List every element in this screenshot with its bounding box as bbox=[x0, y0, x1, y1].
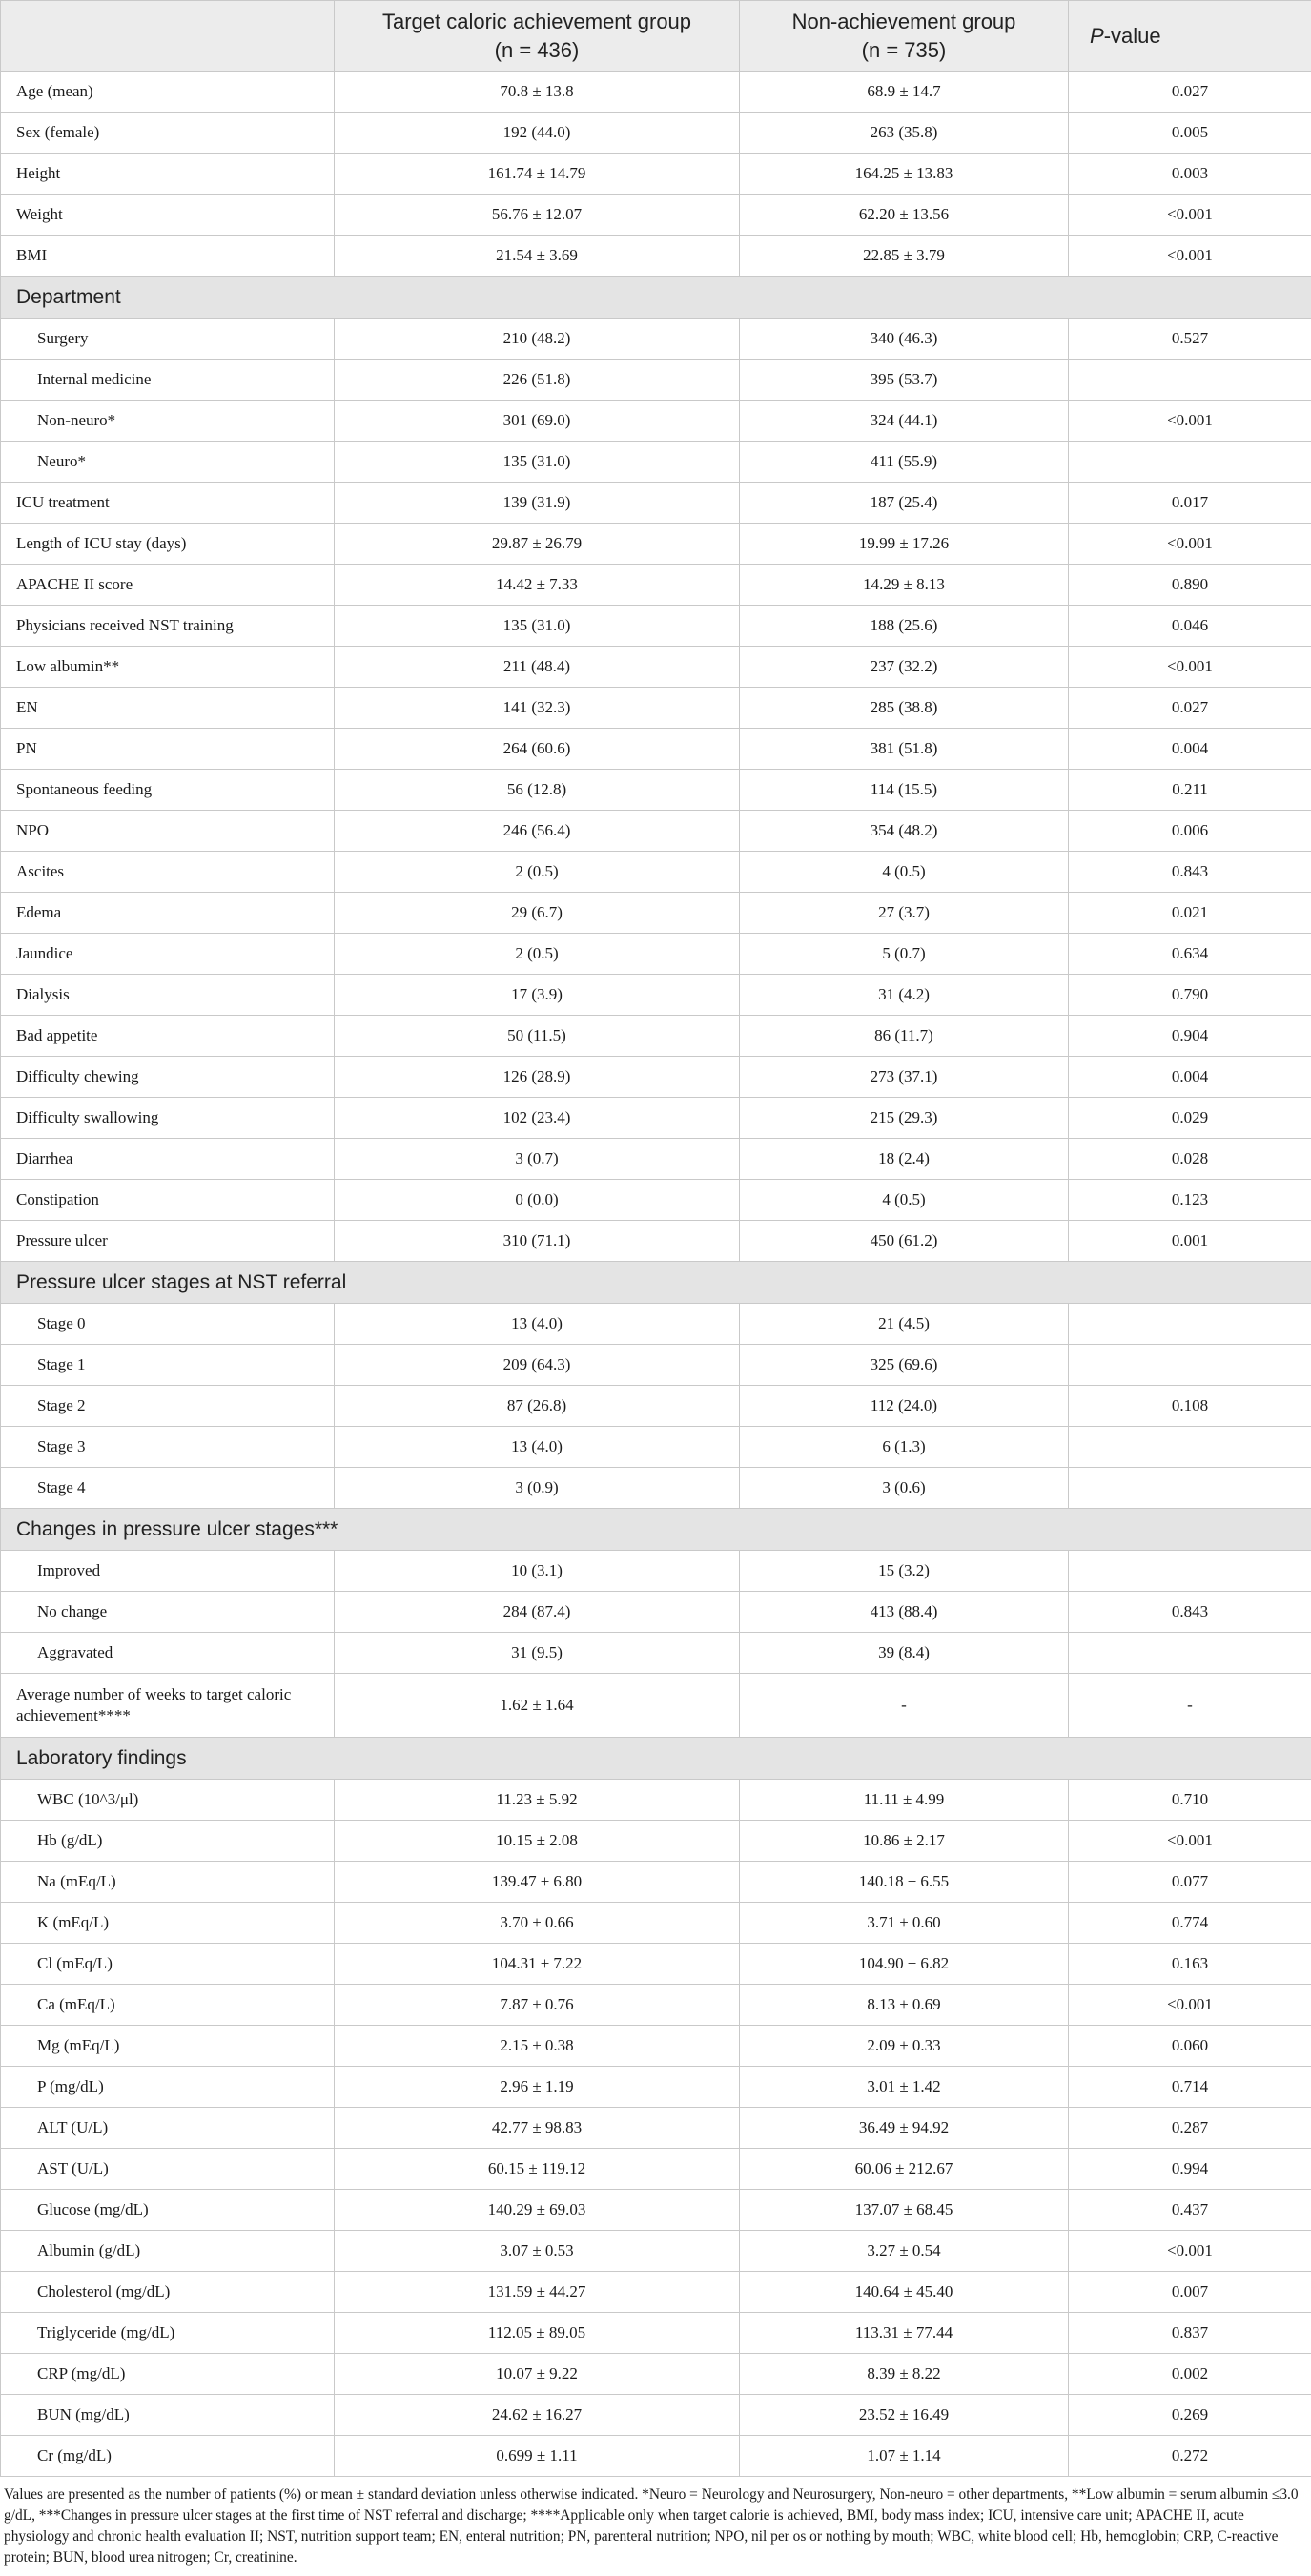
section-header-row bbox=[1, 277, 1311, 319]
row-label-cell: Stage 4 bbox=[1, 1468, 335, 1509]
table-row bbox=[1, 1016, 1311, 1057]
target-group-value-cell: 70.8 ± 13.8 bbox=[335, 72, 740, 113]
non-achievement-value-cell: 381 (51.8) bbox=[740, 729, 1069, 770]
target-group-value-cell: 24.62 ± 16.27 bbox=[335, 2395, 740, 2436]
target-group-value-cell: 3 (0.9) bbox=[335, 1468, 740, 1509]
row-label-cell: Constipation bbox=[1, 1180, 335, 1221]
target-group-value-cell: 29 (6.7) bbox=[335, 893, 740, 934]
table-row bbox=[1, 852, 1311, 893]
table-row bbox=[1, 2354, 1311, 2395]
p-value-cell: 0.029 bbox=[1069, 1098, 1311, 1139]
target-group-value-cell: 21.54 ± 3.69 bbox=[335, 236, 740, 277]
row-label-cell: Cl (mEq/L) bbox=[1, 1944, 335, 1985]
header-p-suffix: -value bbox=[1103, 23, 1161, 48]
table-body bbox=[1, 72, 1311, 2477]
row-label-cell: Difficulty chewing bbox=[1, 1057, 335, 1098]
table-row bbox=[1, 2231, 1311, 2272]
target-group-value-cell: 264 (60.6) bbox=[335, 729, 740, 770]
p-value-cell: 0.843 bbox=[1069, 1592, 1311, 1633]
p-value-cell bbox=[1069, 360, 1311, 401]
p-value-cell: 0.710 bbox=[1069, 1780, 1311, 1821]
header-p-letter: P bbox=[1090, 23, 1104, 48]
table-row bbox=[1, 1139, 1311, 1180]
section-header-row bbox=[1, 1509, 1311, 1551]
target-group-value-cell: 1.62 ± 1.64 bbox=[335, 1674, 740, 1738]
p-value-cell: 0.108 bbox=[1069, 1386, 1311, 1427]
non-achievement-value-cell: 3 (0.6) bbox=[740, 1468, 1069, 1509]
row-label-cell: PN bbox=[1, 729, 335, 770]
table-row bbox=[1, 1427, 1311, 1468]
non-achievement-value-cell: - bbox=[740, 1674, 1069, 1738]
row-label-cell: Pressure ulcer bbox=[1, 1221, 335, 1262]
header-non-n: (n = 735) bbox=[861, 37, 947, 62]
non-achievement-value-cell: 1.07 ± 1.14 bbox=[740, 2436, 1069, 2477]
row-label-cell: Low albumin** bbox=[1, 647, 335, 688]
table-row bbox=[1, 1944, 1311, 1985]
table-row bbox=[1, 729, 1311, 770]
p-value-cell: <0.001 bbox=[1069, 236, 1311, 277]
header-target-group bbox=[335, 1, 740, 72]
target-group-value-cell: 2 (0.5) bbox=[335, 852, 740, 893]
table-row bbox=[1, 360, 1311, 401]
target-group-value-cell: 2.15 ± 0.38 bbox=[335, 2026, 740, 2067]
row-label-cell: Stage 1 bbox=[1, 1345, 335, 1386]
p-value-cell: 0.527 bbox=[1069, 319, 1311, 360]
non-achievement-value-cell: 62.20 ± 13.56 bbox=[740, 195, 1069, 236]
section-header-row bbox=[1, 1738, 1311, 1780]
non-achievement-value-cell: 187 (25.4) bbox=[740, 483, 1069, 524]
p-value-cell: 0.027 bbox=[1069, 72, 1311, 113]
non-achievement-value-cell: 140.64 ± 45.40 bbox=[740, 2272, 1069, 2313]
row-label-cell: Cr (mg/dL) bbox=[1, 2436, 335, 2477]
p-value-cell: 0.005 bbox=[1069, 113, 1311, 154]
table-row bbox=[1, 2272, 1311, 2313]
target-group-value-cell: 14.42 ± 7.33 bbox=[335, 565, 740, 606]
header-empty-cell bbox=[1, 1, 335, 72]
non-achievement-value-cell: 395 (53.7) bbox=[740, 360, 1069, 401]
target-group-value-cell: 210 (48.2) bbox=[335, 319, 740, 360]
non-achievement-value-cell: 325 (69.6) bbox=[740, 1345, 1069, 1386]
p-value-cell: <0.001 bbox=[1069, 401, 1311, 442]
p-value-cell: <0.001 bbox=[1069, 195, 1311, 236]
table-row bbox=[1, 606, 1311, 647]
row-label-cell: Physicians received NST training bbox=[1, 606, 335, 647]
non-achievement-value-cell: 263 (35.8) bbox=[740, 113, 1069, 154]
target-group-value-cell: 104.31 ± 7.22 bbox=[335, 1944, 740, 1985]
non-achievement-value-cell: 3.27 ± 0.54 bbox=[740, 2231, 1069, 2272]
table-row bbox=[1, 1304, 1311, 1345]
row-label-cell: Triglyceride (mg/dL) bbox=[1, 2313, 335, 2354]
p-value-cell bbox=[1069, 442, 1311, 483]
p-value-cell: <0.001 bbox=[1069, 2231, 1311, 2272]
row-label-cell: Neuro* bbox=[1, 442, 335, 483]
p-value-cell: 0.077 bbox=[1069, 1862, 1311, 1903]
header-p-value bbox=[1069, 1, 1311, 72]
non-achievement-value-cell: 2.09 ± 0.33 bbox=[740, 2026, 1069, 2067]
p-value-cell: 0.002 bbox=[1069, 2354, 1311, 2395]
row-label-cell: No change bbox=[1, 1592, 335, 1633]
row-label-cell: BUN (mg/dL) bbox=[1, 2395, 335, 2436]
row-label-cell: WBC (10^3/μl) bbox=[1, 1780, 335, 1821]
target-group-value-cell: 211 (48.4) bbox=[335, 647, 740, 688]
p-value-cell: <0.001 bbox=[1069, 1985, 1311, 2026]
table-row bbox=[1, 688, 1311, 729]
header-row bbox=[1, 1, 1311, 72]
table-row bbox=[1, 195, 1311, 236]
table-row bbox=[1, 1098, 1311, 1139]
non-achievement-value-cell: 5 (0.7) bbox=[740, 934, 1069, 975]
target-group-value-cell: 17 (3.9) bbox=[335, 975, 740, 1016]
p-value-cell bbox=[1069, 1345, 1311, 1386]
table-row bbox=[1, 1780, 1311, 1821]
target-group-value-cell: 0.699 ± 1.11 bbox=[335, 2436, 740, 2477]
row-label-cell: Improved bbox=[1, 1551, 335, 1592]
p-value-cell: 0.004 bbox=[1069, 1057, 1311, 1098]
target-group-value-cell: 310 (71.1) bbox=[335, 1221, 740, 1262]
non-achievement-value-cell: 324 (44.1) bbox=[740, 401, 1069, 442]
row-label-cell: Hb (g/dL) bbox=[1, 1821, 335, 1862]
target-group-value-cell: 56.76 ± 12.07 bbox=[335, 195, 740, 236]
section-title: Pressure ulcer stages at NST referral bbox=[1, 1262, 1311, 1304]
target-group-value-cell: 13 (4.0) bbox=[335, 1304, 740, 1345]
target-group-value-cell: 246 (56.4) bbox=[335, 811, 740, 852]
table-row bbox=[1, 2149, 1311, 2190]
target-group-value-cell: 56 (12.8) bbox=[335, 770, 740, 811]
p-value-cell: 0.060 bbox=[1069, 2026, 1311, 2067]
table-row bbox=[1, 154, 1311, 195]
row-label-cell: Ca (mEq/L) bbox=[1, 1985, 335, 2026]
non-achievement-value-cell: 104.90 ± 6.82 bbox=[740, 1944, 1069, 1985]
p-value-cell: - bbox=[1069, 1674, 1311, 1738]
header-non-title: Non-achievement group bbox=[791, 9, 1016, 33]
row-label-cell: Albumin (g/dL) bbox=[1, 2231, 335, 2272]
table-row bbox=[1, 2395, 1311, 2436]
target-group-value-cell: 11.23 ± 5.92 bbox=[335, 1780, 740, 1821]
non-achievement-value-cell: 23.52 ± 16.49 bbox=[740, 2395, 1069, 2436]
table-row bbox=[1, 1903, 1311, 1944]
target-group-value-cell: 112.05 ± 89.05 bbox=[335, 2313, 740, 2354]
row-label-cell: Weight bbox=[1, 195, 335, 236]
table-row bbox=[1, 236, 1311, 277]
header-non-achievement-group bbox=[740, 1, 1069, 72]
table-row bbox=[1, 1345, 1311, 1386]
non-achievement-value-cell: 3.01 ± 1.42 bbox=[740, 2067, 1069, 2108]
table-footnote: Values are presented as the number of patients (%) or mean ± standard deviation unless otherwise indicated. *Neuro = Neurology and Neurosurgery, Non-neuro = other departments, **Low albumin = serum albumin ≤3.0 g/dL, ***Changes in pressure ulcer stages at the first time of NST referral and discharge; ****Applicable only when target calorie is achieved, BMI, body mass index; ICU, intensive care unit; APACHE II, acute physiology and chronic health evaluation II; NST, nutrition support team; EN, enteral nutrition; PN, parenteral nutrition; NPO, nil per os or nothing by mouth; WBC, white blood cell; Hb, hemoglobin; CRP, C-reactive protein; BUN, blood urea nitrogen; Cr, creatinine. bbox=[4, 2486, 1299, 2566]
p-value-cell: 0.904 bbox=[1069, 1016, 1311, 1057]
table-row bbox=[1, 1633, 1311, 1674]
p-value-cell bbox=[1069, 1427, 1311, 1468]
section-title: Changes in pressure ulcer stages*** bbox=[1, 1509, 1311, 1551]
non-achievement-value-cell: 22.85 ± 3.79 bbox=[740, 236, 1069, 277]
non-achievement-value-cell: 86 (11.7) bbox=[740, 1016, 1069, 1057]
table-row bbox=[1, 113, 1311, 154]
non-achievement-value-cell: 237 (32.2) bbox=[740, 647, 1069, 688]
p-value-cell: 0.027 bbox=[1069, 688, 1311, 729]
table-row bbox=[1, 770, 1311, 811]
p-value-cell: 0.890 bbox=[1069, 565, 1311, 606]
row-label-cell: NPO bbox=[1, 811, 335, 852]
table-row bbox=[1, 1468, 1311, 1509]
row-label-cell: Jaundice bbox=[1, 934, 335, 975]
table-row bbox=[1, 1592, 1311, 1633]
non-achievement-value-cell: 21 (4.5) bbox=[740, 1304, 1069, 1345]
target-group-value-cell: 13 (4.0) bbox=[335, 1427, 740, 1468]
non-achievement-value-cell: 4 (0.5) bbox=[740, 1180, 1069, 1221]
table-row bbox=[1, 524, 1311, 565]
row-label-cell: Internal medicine bbox=[1, 360, 335, 401]
target-group-value-cell: 284 (87.4) bbox=[335, 1592, 740, 1633]
row-label-cell: Sex (female) bbox=[1, 113, 335, 154]
row-label-cell: K (mEq/L) bbox=[1, 1903, 335, 1944]
target-group-value-cell: 87 (26.8) bbox=[335, 1386, 740, 1427]
p-value-cell: 0.001 bbox=[1069, 1221, 1311, 1262]
target-group-value-cell: 140.29 ± 69.03 bbox=[335, 2190, 740, 2231]
row-label-cell: Aggravated bbox=[1, 1633, 335, 1674]
row-label-cell: BMI bbox=[1, 236, 335, 277]
non-achievement-value-cell: 3.71 ± 0.60 bbox=[740, 1903, 1069, 1944]
p-value-cell: 0.007 bbox=[1069, 2272, 1311, 2313]
p-value-cell bbox=[1069, 1633, 1311, 1674]
row-label-cell: Glucose (mg/dL) bbox=[1, 2190, 335, 2231]
non-achievement-value-cell: 14.29 ± 8.13 bbox=[740, 565, 1069, 606]
non-achievement-value-cell: 411 (55.9) bbox=[740, 442, 1069, 483]
target-group-value-cell: 135 (31.0) bbox=[335, 442, 740, 483]
p-value-cell bbox=[1069, 1468, 1311, 1509]
p-value-cell: 0.123 bbox=[1069, 1180, 1311, 1221]
row-label-cell: Bad appetite bbox=[1, 1016, 335, 1057]
p-value-cell: 0.843 bbox=[1069, 852, 1311, 893]
row-label-cell: AST (U/L) bbox=[1, 2149, 335, 2190]
row-label-cell: Dialysis bbox=[1, 975, 335, 1016]
p-value-cell: 0.634 bbox=[1069, 934, 1311, 975]
p-value-cell bbox=[1069, 1304, 1311, 1345]
row-label-cell: Diarrhea bbox=[1, 1139, 335, 1180]
target-group-value-cell: 60.15 ± 119.12 bbox=[335, 2149, 740, 2190]
table-row bbox=[1, 565, 1311, 606]
table-row bbox=[1, 2108, 1311, 2149]
target-group-value-cell: 139.47 ± 6.80 bbox=[335, 1862, 740, 1903]
non-achievement-value-cell: 340 (46.3) bbox=[740, 319, 1069, 360]
row-label-cell: CRP (mg/dL) bbox=[1, 2354, 335, 2395]
non-achievement-value-cell: 354 (48.2) bbox=[740, 811, 1069, 852]
non-achievement-value-cell: 39 (8.4) bbox=[740, 1633, 1069, 1674]
table-row bbox=[1, 1180, 1311, 1221]
target-group-value-cell: 29.87 ± 26.79 bbox=[335, 524, 740, 565]
p-value-cell: 0.046 bbox=[1069, 606, 1311, 647]
non-achievement-value-cell: 15 (3.2) bbox=[740, 1551, 1069, 1592]
target-group-value-cell: 301 (69.0) bbox=[335, 401, 740, 442]
table-row bbox=[1, 975, 1311, 1016]
table-row bbox=[1, 2067, 1311, 2108]
target-group-value-cell: 131.59 ± 44.27 bbox=[335, 2272, 740, 2313]
target-group-value-cell: 192 (44.0) bbox=[335, 113, 740, 154]
row-label-cell: Height bbox=[1, 154, 335, 195]
row-label-cell: Spontaneous feeding bbox=[1, 770, 335, 811]
target-group-value-cell: 226 (51.8) bbox=[335, 360, 740, 401]
row-label-cell: Cholesterol (mg/dL) bbox=[1, 2272, 335, 2313]
header-target-title: Target caloric achievement group bbox=[381, 9, 692, 33]
section-title: Laboratory findings bbox=[1, 1738, 1311, 1780]
p-value-cell: 0.017 bbox=[1069, 483, 1311, 524]
row-label-cell: EN bbox=[1, 688, 335, 729]
non-achievement-value-cell: 450 (61.2) bbox=[740, 1221, 1069, 1262]
non-achievement-value-cell: 68.9 ± 14.7 bbox=[740, 72, 1069, 113]
table-row bbox=[1, 811, 1311, 852]
table-header bbox=[1, 1, 1311, 72]
p-value-cell: 0.028 bbox=[1069, 1139, 1311, 1180]
row-label-cell: Stage 2 bbox=[1, 1386, 335, 1427]
row-label-cell: ICU treatment bbox=[1, 483, 335, 524]
non-achievement-value-cell: 140.18 ± 6.55 bbox=[740, 1862, 1069, 1903]
section-title: Department bbox=[1, 277, 1311, 319]
non-achievement-value-cell: 215 (29.3) bbox=[740, 1098, 1069, 1139]
p-value-cell: 0.437 bbox=[1069, 2190, 1311, 2231]
target-group-value-cell: 0 (0.0) bbox=[335, 1180, 740, 1221]
p-value-cell: <0.001 bbox=[1069, 524, 1311, 565]
non-achievement-value-cell: 31 (4.2) bbox=[740, 975, 1069, 1016]
p-value-cell: <0.001 bbox=[1069, 1821, 1311, 1862]
non-achievement-value-cell: 114 (15.5) bbox=[740, 770, 1069, 811]
table-row bbox=[1, 1221, 1311, 1262]
p-value-cell: 0.790 bbox=[1069, 975, 1311, 1016]
row-label-cell: Edema bbox=[1, 893, 335, 934]
p-value-cell: 0.163 bbox=[1069, 1944, 1311, 1985]
table-row bbox=[1, 1821, 1311, 1862]
target-group-value-cell: 10.07 ± 9.22 bbox=[335, 2354, 740, 2395]
target-group-value-cell: 10 (3.1) bbox=[335, 1551, 740, 1592]
non-achievement-value-cell: 4 (0.5) bbox=[740, 852, 1069, 893]
p-value-cell: 0.994 bbox=[1069, 2149, 1311, 2190]
target-group-value-cell: 209 (64.3) bbox=[335, 1345, 740, 1386]
row-label-cell: ALT (U/L) bbox=[1, 2108, 335, 2149]
non-achievement-value-cell: 188 (25.6) bbox=[740, 606, 1069, 647]
non-achievement-value-cell: 113.31 ± 77.44 bbox=[740, 2313, 1069, 2354]
non-achievement-value-cell: 164.25 ± 13.83 bbox=[740, 154, 1069, 195]
p-value-cell: 0.003 bbox=[1069, 154, 1311, 195]
table-row bbox=[1, 1551, 1311, 1592]
row-label-cell: Length of ICU stay (days) bbox=[1, 524, 335, 565]
non-achievement-value-cell: 285 (38.8) bbox=[740, 688, 1069, 729]
table-row bbox=[1, 483, 1311, 524]
row-label-cell: P (mg/dL) bbox=[1, 2067, 335, 2108]
p-value-cell: <0.001 bbox=[1069, 647, 1311, 688]
target-group-value-cell: 50 (11.5) bbox=[335, 1016, 740, 1057]
target-group-value-cell: 10.15 ± 2.08 bbox=[335, 1821, 740, 1862]
non-achievement-value-cell: 413 (88.4) bbox=[740, 1592, 1069, 1633]
p-value-cell: 0.714 bbox=[1069, 2067, 1311, 2108]
target-group-value-cell: 2.96 ± 1.19 bbox=[335, 2067, 740, 2108]
target-group-value-cell: 135 (31.0) bbox=[335, 606, 740, 647]
table-row bbox=[1, 1057, 1311, 1098]
row-label-cell: Surgery bbox=[1, 319, 335, 360]
table-row bbox=[1, 934, 1311, 975]
section-header-row bbox=[1, 1262, 1311, 1304]
row-label-cell: Average number of weeks to target caloric achievement**** bbox=[1, 1674, 335, 1738]
p-value-cell: 0.021 bbox=[1069, 893, 1311, 934]
target-group-value-cell: 2 (0.5) bbox=[335, 934, 740, 975]
row-label-cell: Ascites bbox=[1, 852, 335, 893]
row-label-cell: Mg (mEq/L) bbox=[1, 2026, 335, 2067]
p-value-cell: 0.211 bbox=[1069, 770, 1311, 811]
table-row bbox=[1, 2313, 1311, 2354]
row-label-cell: Non-neuro* bbox=[1, 401, 335, 442]
target-group-value-cell: 3.07 ± 0.53 bbox=[335, 2231, 740, 2272]
target-group-value-cell: 7.87 ± 0.76 bbox=[335, 1985, 740, 2026]
p-value-cell: 0.287 bbox=[1069, 2108, 1311, 2149]
table-row bbox=[1, 319, 1311, 360]
target-group-value-cell: 139 (31.9) bbox=[335, 483, 740, 524]
row-label-cell: Stage 3 bbox=[1, 1427, 335, 1468]
non-achievement-value-cell: 36.49 ± 94.92 bbox=[740, 2108, 1069, 2149]
table-row bbox=[1, 72, 1311, 113]
row-label-cell: Stage 0 bbox=[1, 1304, 335, 1345]
table-row bbox=[1, 1674, 1311, 1738]
p-value-cell: 0.272 bbox=[1069, 2436, 1311, 2477]
row-label-cell: APACHE II score bbox=[1, 565, 335, 606]
non-achievement-value-cell: 10.86 ± 2.17 bbox=[740, 1821, 1069, 1862]
table-row bbox=[1, 401, 1311, 442]
non-achievement-value-cell: 60.06 ± 212.67 bbox=[740, 2149, 1069, 2190]
table-row bbox=[1, 893, 1311, 934]
non-achievement-value-cell: 112 (24.0) bbox=[740, 1386, 1069, 1427]
row-label-cell: Age (mean) bbox=[1, 72, 335, 113]
p-value-cell: 0.837 bbox=[1069, 2313, 1311, 2354]
table-row bbox=[1, 1985, 1311, 2026]
table-row bbox=[1, 1386, 1311, 1427]
p-value-cell: 0.006 bbox=[1069, 811, 1311, 852]
target-group-value-cell: 161.74 ± 14.79 bbox=[335, 154, 740, 195]
row-label-cell: Difficulty swallowing bbox=[1, 1098, 335, 1139]
non-achievement-value-cell: 19.99 ± 17.26 bbox=[740, 524, 1069, 565]
p-value-cell: 0.269 bbox=[1069, 2395, 1311, 2436]
table-row bbox=[1, 647, 1311, 688]
non-achievement-value-cell: 11.11 ± 4.99 bbox=[740, 1780, 1069, 1821]
table-row bbox=[1, 1862, 1311, 1903]
non-achievement-value-cell: 18 (2.4) bbox=[740, 1139, 1069, 1180]
table-row bbox=[1, 2026, 1311, 2067]
non-achievement-value-cell: 273 (37.1) bbox=[740, 1057, 1069, 1098]
non-achievement-value-cell: 137.07 ± 68.45 bbox=[740, 2190, 1069, 2231]
target-group-value-cell: 141 (32.3) bbox=[335, 688, 740, 729]
target-group-value-cell: 126 (28.9) bbox=[335, 1057, 740, 1098]
non-achievement-value-cell: 27 (3.7) bbox=[740, 893, 1069, 934]
target-group-value-cell: 31 (9.5) bbox=[335, 1633, 740, 1674]
table-row bbox=[1, 2190, 1311, 2231]
non-achievement-value-cell: 8.39 ± 8.22 bbox=[740, 2354, 1069, 2395]
target-group-value-cell: 3 (0.7) bbox=[335, 1139, 740, 1180]
table-row bbox=[1, 442, 1311, 483]
p-value-cell bbox=[1069, 1551, 1311, 1592]
target-group-value-cell: 102 (23.4) bbox=[335, 1098, 740, 1139]
non-achievement-value-cell: 8.13 ± 0.69 bbox=[740, 1985, 1069, 2026]
p-value-cell: 0.774 bbox=[1069, 1903, 1311, 1944]
non-achievement-value-cell: 6 (1.3) bbox=[740, 1427, 1069, 1468]
row-label-cell: Na (mEq/L) bbox=[1, 1862, 335, 1903]
target-group-value-cell: 42.77 ± 98.83 bbox=[335, 2108, 740, 2149]
header-target-n: (n = 436) bbox=[494, 37, 580, 62]
p-value-cell: 0.004 bbox=[1069, 729, 1311, 770]
target-group-value-cell: 3.70 ± 0.66 bbox=[335, 1903, 740, 1944]
table-row bbox=[1, 2436, 1311, 2477]
